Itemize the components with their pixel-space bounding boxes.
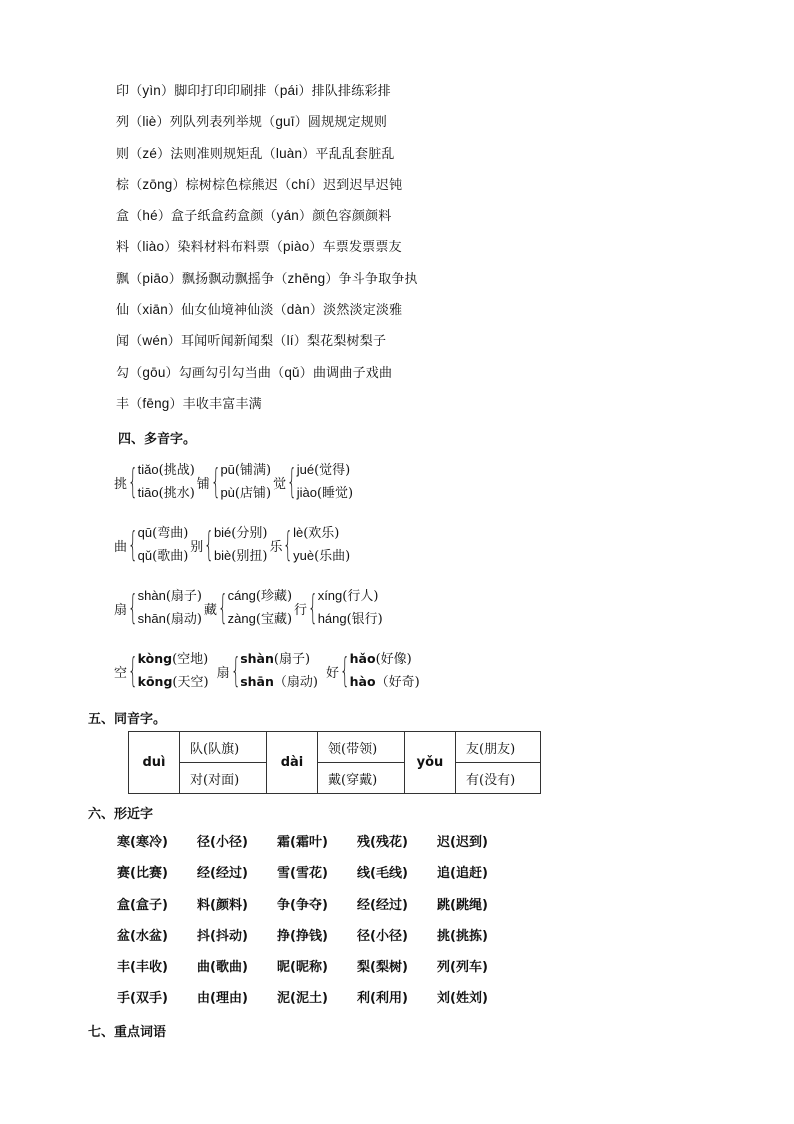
similar-char-item: 径(小径): [357, 928, 408, 944]
similar-char-item: 抖(抖动): [197, 928, 248, 944]
reading-word: (挑战): [158, 463, 195, 478]
vocab-text: 棕（: [116, 177, 143, 193]
reading-option: [138, 585, 202, 608]
polyphonic-entry: [114, 648, 209, 694]
reading-pinyin: qū: [137, 525, 153, 540]
pinyin: xiān: [142, 302, 168, 318]
homophone-pinyin: yǒu: [405, 732, 456, 794]
reading-pinyin: yuè: [293, 548, 315, 563]
brace-glyph: {: [307, 588, 318, 628]
pinyin: liào: [142, 239, 165, 255]
vocab-text: 仙（: [116, 303, 143, 319]
similar-char-item: 寒(寒冷): [117, 835, 168, 850]
reading-pinyin: zàng: [227, 611, 256, 626]
reading-pinyin: jiào: [296, 485, 317, 500]
reading-word: (乐曲): [314, 549, 351, 564]
similar-char-item: 由(理由): [197, 991, 248, 1007]
pinyin: fēng: [142, 395, 170, 411]
pinyin: lí: [286, 333, 294, 349]
similar-char-item: 丰(丰收): [117, 960, 168, 976]
reading-word: (珍藏): [255, 589, 293, 604]
homophone-table: [128, 731, 541, 794]
similar-characters-grid: [117, 832, 517, 1020]
similar-char-item: 挑(挑拣): [437, 928, 488, 944]
similar-char-item: 经(经过): [197, 866, 248, 882]
grid-row: [117, 832, 517, 863]
reading-pinyin: kōng: [137, 674, 173, 689]
reading-option: [214, 522, 268, 545]
vocab-line: [116, 111, 418, 142]
reading-option: [138, 545, 189, 568]
reading-pinyin: pù: [220, 485, 235, 500]
vocab-line: [116, 80, 418, 111]
reading-option: [297, 482, 353, 505]
brace-glyph: {: [127, 651, 138, 691]
vocab-text: ）迟到迟早迟钝: [309, 177, 403, 193]
reading-pinyin: shàn: [240, 651, 274, 666]
reading-option: [220, 482, 271, 505]
pinyin: zōng: [142, 176, 173, 192]
vocab-text: ）争斗争取争执: [325, 271, 418, 287]
reading-word: (扇动): [165, 612, 203, 627]
similar-char-item: 跳(跳绳): [437, 897, 488, 913]
brace-glyph: {: [283, 525, 294, 565]
vocab-text: 则（: [116, 146, 143, 162]
reading-option: [138, 482, 195, 505]
vocab-text: ）圆规规定规则: [294, 115, 388, 131]
reading-word: (挑水): [158, 486, 195, 501]
homophone-pinyin: dài: [267, 732, 318, 794]
reading-pinyin: xíng: [317, 588, 343, 603]
reading-pinyin: shān: [240, 674, 274, 689]
vocab-text: ）脚印打印印刷排（: [161, 84, 280, 99]
brace-glyph: {: [210, 462, 221, 502]
vocab-text: ）棕树棕色棕熊迟（: [172, 177, 292, 193]
reading-pinyin: biè: [213, 548, 232, 563]
similar-char-item: 曲(歌曲): [197, 960, 248, 976]
reading-option: [214, 545, 268, 568]
similar-char-item: 径(小径): [197, 835, 248, 850]
reading-word: (扇子): [273, 652, 311, 667]
vocab-text: ）染料材料布料票（: [164, 240, 284, 256]
polyphonic-entry: [269, 522, 350, 568]
vocab-line: [116, 174, 418, 205]
reading-option: [138, 608, 202, 631]
reading-word: (宝藏): [255, 612, 293, 627]
reading-pinyin: cáng: [227, 588, 256, 603]
polyphonic-char: 曲: [114, 539, 128, 555]
vocab-line: [116, 236, 418, 267]
similar-char-item: 赛(比赛): [117, 866, 168, 882]
polyphonic-char: 扇: [114, 602, 128, 618]
reading-pinyin: hào: [349, 674, 376, 689]
pinyin: piào: [283, 239, 310, 255]
reading-word: (别扭): [231, 549, 268, 564]
vocab-text: ）列队列表列举规（: [156, 115, 276, 131]
vocab-text: ）耳闻听闻新闻梨（: [167, 334, 287, 350]
reading-option: [240, 671, 318, 694]
similar-char-item: 盒(盒子): [117, 897, 168, 913]
vocab-text: 列（: [116, 115, 143, 131]
reading-option: [318, 585, 383, 608]
brace-glyph: {: [127, 525, 138, 565]
reading-option: [220, 459, 271, 482]
similar-char-item: 手(双手): [117, 991, 168, 1007]
polyphonic-char: 好: [325, 665, 339, 681]
reading-pinyin: háng: [317, 611, 347, 626]
vocab-text: 印（: [116, 84, 143, 99]
grid-row: [117, 957, 517, 988]
vocab-text: 丰（: [116, 396, 143, 412]
brace-glyph: {: [339, 651, 350, 691]
brace-glyph: {: [127, 588, 138, 628]
homophone-word: 戴(穿戴): [318, 763, 405, 794]
similar-char-item: 料(颜料): [197, 897, 248, 913]
pinyin: luàn: [275, 145, 303, 161]
polyphonic-entry: [294, 585, 383, 631]
homophone-pinyin: duì: [129, 732, 180, 794]
pinyin: hé: [142, 208, 158, 224]
reading-word: (欢乐): [303, 526, 340, 541]
pinyin: pái: [279, 83, 299, 98]
polyphonic-entry: [273, 459, 353, 505]
pinyin: yán: [276, 208, 300, 224]
similar-char-item: 挣(挣钱): [277, 928, 328, 944]
brace-glyph: {: [127, 462, 138, 502]
homophone-word: 队(队旗): [180, 732, 267, 763]
similar-char-item: 残(残花): [357, 835, 408, 850]
reading-word: （好奇): [375, 675, 420, 690]
pinyin: piāo: [142, 270, 169, 286]
pinyin: zé: [142, 145, 158, 161]
polyphonic-entry: [197, 459, 271, 505]
reading-option: [293, 545, 350, 568]
homophone-word: 有(没有): [456, 763, 541, 794]
brace-glyph: {: [217, 588, 228, 628]
similar-char-item: 经(经过): [357, 897, 408, 913]
similar-char-item: 霜(霜叶): [277, 835, 328, 850]
grid-row: [117, 926, 517, 957]
reading-pinyin: lè: [293, 525, 304, 540]
reading-word: (觉得): [314, 463, 351, 478]
reading-pinyin: kòng: [137, 651, 173, 666]
reading-pinyin: bié: [213, 525, 232, 540]
vocabulary-list: [116, 80, 418, 424]
reading-word: (睡觉): [316, 486, 354, 501]
polyphonic-char: 挑: [114, 476, 128, 492]
brace-glyph: {: [287, 462, 297, 502]
reading-option: [297, 459, 353, 482]
vocab-text: 勾（: [116, 365, 143, 381]
polyphonic-entry: [190, 522, 267, 568]
similar-char-item: 线(毛线): [357, 866, 408, 882]
similar-char-item: 追(追赶): [437, 866, 488, 882]
reading-option: [228, 608, 292, 631]
vocab-line: [116, 299, 418, 330]
grid-row: [117, 863, 517, 894]
pinyin: qǔ: [284, 364, 300, 380]
polyphonic-char: 空: [114, 665, 128, 681]
reading-word: (银行): [346, 612, 383, 627]
similar-char-item: 雪(雪花): [277, 866, 328, 882]
reading-pinyin: shàn: [137, 588, 166, 603]
similar-char-item: 泥(泥土): [277, 991, 328, 1007]
polyphonic-entry: [114, 459, 195, 505]
pinyin: gōu: [142, 364, 166, 380]
reading-word: (好像): [375, 652, 412, 667]
reading-option: [240, 648, 318, 671]
vocab-text: ）颜色容颜颜料: [299, 209, 392, 225]
similar-char-item: 刘(姓刘): [437, 991, 488, 1007]
homophone-word: 友(朋友): [456, 732, 541, 763]
polyphonic-row: [114, 583, 385, 633]
homophone-word: 领(带领): [318, 732, 405, 763]
vocab-text: ）车票发票票友: [309, 240, 402, 256]
reading-option: [138, 671, 209, 694]
reading-option: [293, 522, 350, 545]
reading-word: (铺满): [234, 463, 272, 478]
pinyin: guī: [275, 114, 295, 130]
brace-glyph: {: [230, 651, 241, 691]
vocab-line: [116, 393, 418, 424]
reading-option: [138, 648, 209, 671]
reading-pinyin: tiǎo: [137, 462, 159, 477]
reading-pinyin: pū: [220, 462, 235, 477]
similar-char-item: 争(争夺): [277, 897, 328, 913]
similar-char-item: 列(列车): [437, 960, 488, 976]
vocab-text: ）淡然淡定淡雅: [309, 303, 403, 319]
section-7-heading: 七、重点词语: [88, 1025, 167, 1040]
similar-char-item: 梨(梨树): [357, 960, 408, 976]
vocab-text: ）丰收丰富丰满: [169, 396, 262, 412]
reading-word: (弯曲): [152, 526, 189, 541]
vocab-text: ）飘扬飘动飘摇争（: [168, 271, 288, 287]
polyphonic-entry: [204, 585, 292, 631]
similar-char-item: 迟(迟到): [437, 835, 488, 850]
vocab-line: [116, 143, 418, 174]
section-6-heading: 六、形近字: [88, 807, 154, 822]
section-4-heading: 四、多音字。: [118, 432, 197, 447]
polyphonic-row: [114, 520, 352, 570]
reading-option: [138, 459, 195, 482]
reading-pinyin: qǔ: [137, 548, 153, 563]
polyphonic-row: [114, 646, 428, 696]
pinyin: zhēng: [287, 270, 326, 286]
vocab-text: ）仙女仙境神仙淡（: [167, 303, 287, 319]
reading-pinyin: jué: [296, 462, 315, 477]
vocab-line: [116, 330, 418, 361]
pinyin: liè: [142, 114, 157, 130]
vocab-line: [116, 268, 418, 299]
similar-char-item: 昵(昵称): [277, 960, 328, 976]
polyphonic-entry: [114, 522, 188, 568]
reading-word: (天空): [172, 675, 209, 690]
similar-char-item: 盆(水盆): [117, 928, 168, 944]
vocab-text: ）勾画勾引勾当曲（: [165, 365, 285, 381]
reading-option: [350, 671, 420, 694]
polyphonic-char: 行: [294, 602, 308, 618]
grid-row: [117, 988, 517, 1019]
pinyin: yìn: [142, 83, 162, 98]
brace-glyph: {: [204, 525, 214, 565]
reading-word: (分别): [231, 526, 268, 541]
polyphonic-char: 铺: [196, 476, 210, 492]
polyphonic-char: 扇: [216, 665, 230, 681]
vocab-text: 飘（: [116, 271, 143, 287]
reading-pinyin: shān: [137, 611, 166, 626]
homophone-word: 对(对面): [180, 763, 267, 794]
grid-row: [117, 895, 517, 926]
vocab-text: 料（: [116, 240, 143, 256]
polyphonic-char: 藏: [204, 602, 218, 618]
section-5-heading: 五、同音字。: [88, 712, 167, 727]
reading-word: (歌曲): [152, 549, 189, 564]
vocab-text: ）梨花梨树梨子: [293, 334, 387, 350]
vocab-line: [116, 362, 418, 393]
pinyin: chí: [291, 176, 310, 192]
reading-word: (空地): [172, 652, 209, 667]
reading-word: (店铺): [234, 486, 272, 501]
vocab-text: ）平乱乱套脏乱: [302, 146, 395, 162]
vocab-text: 盒（: [116, 209, 143, 225]
reading-option: [138, 522, 189, 545]
reading-pinyin: tiāo: [137, 485, 159, 500]
polyphonic-entry: [326, 648, 420, 694]
reading-option: [318, 608, 383, 631]
pinyin: dàn: [286, 302, 310, 318]
reading-pinyin: hǎo: [349, 651, 376, 666]
vocab-text: ）法则准则规矩乱（: [157, 146, 276, 162]
vocab-text: ）盒子纸盒药盒颜（: [157, 209, 277, 225]
polyphonic-char: 乐: [269, 539, 283, 555]
reading-word: （扇动): [273, 675, 318, 690]
polyphonic-char: 觉: [273, 476, 287, 492]
vocab-text: ）排队排练彩排: [298, 84, 391, 99]
polyphonic-entry: [217, 648, 318, 694]
reading-option: [228, 585, 292, 608]
reading-option: [350, 648, 420, 671]
reading-word: (行人): [342, 589, 379, 604]
polyphonic-char: 别: [190, 539, 204, 555]
reading-word: (扇子): [165, 589, 203, 604]
polyphonic-entry: [114, 585, 202, 631]
vocab-line: [116, 205, 418, 236]
pinyin: wén: [142, 333, 168, 349]
similar-char-item: 利(利用): [357, 991, 408, 1007]
polyphonic-row: [114, 457, 355, 507]
vocab-text: ）曲调曲子戏曲: [299, 365, 393, 381]
vocab-text: 闻（: [116, 334, 143, 350]
